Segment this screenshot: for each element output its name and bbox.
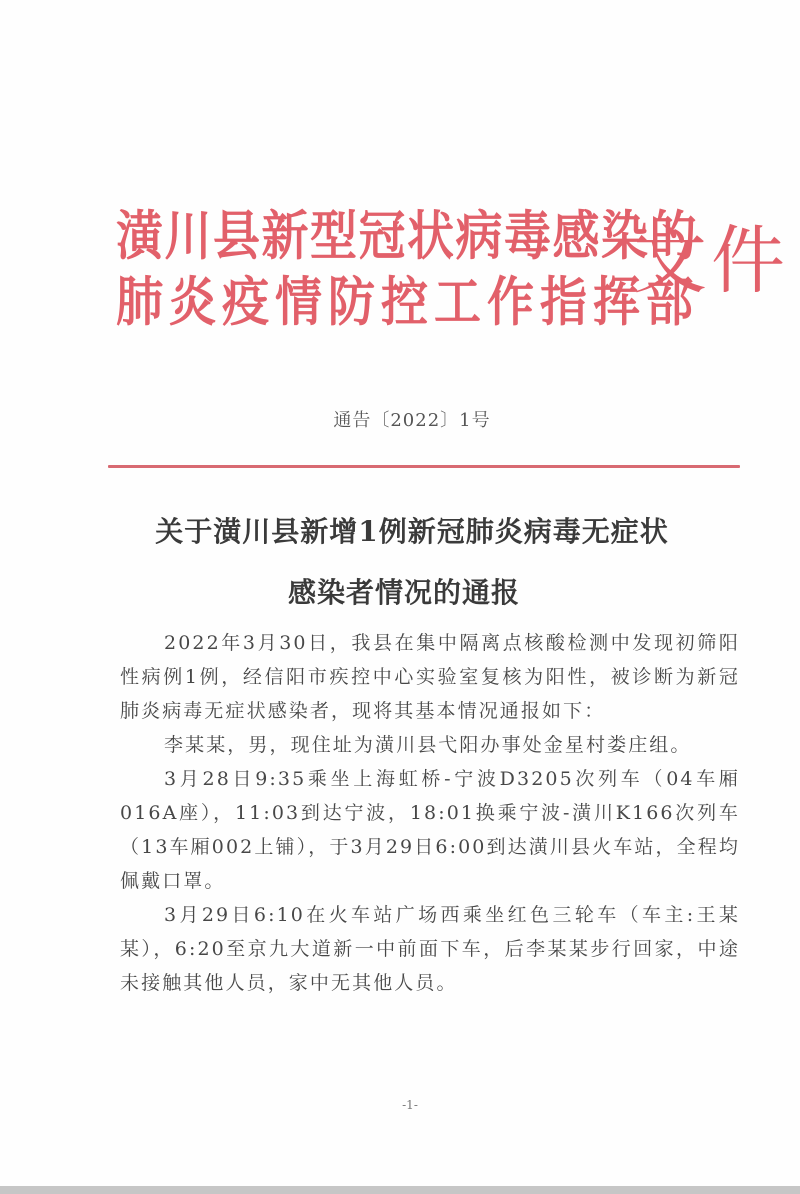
paragraph-travel: 3月28日9:35乘坐上海虹桥-宁波D3205次列车（04车厢016A座），11:03到达宁波，18:01换乘宁波-潢川K166次列车（13车厢002上铺），于3月29日6:00到达潢川县火车站，全程均佩戴口罩。 xyxy=(120,768,740,892)
page-number: -1- xyxy=(402,1098,418,1112)
document-number: 通告〔2022〕1号 xyxy=(333,410,491,431)
document-type-label: 文件 xyxy=(633,218,789,304)
bottom-edge xyxy=(0,1186,800,1194)
red-letterhead xyxy=(116,200,789,350)
paragraph-discovery: 2022年3月30日，我县在集中隔离点核酸检测中发现初筛阳性病例1例，经信阳市疾控中心实验室复核为阳性，被诊断为新冠肺炎病毒无症状感染者，现将其基本情况通报如下： xyxy=(120,632,740,722)
paragraph-identity: 李某某，男，现住址为潢川县弋阳办事处金星村娄庄组。 xyxy=(164,734,692,756)
notice-body xyxy=(120,626,740,1000)
issuing-organization xyxy=(116,200,699,332)
notice-title-line-1: 关于潢川县新增1例新冠肺炎病毒无症状 xyxy=(155,515,669,548)
notice-title-line-2: 感染者情况的通报 xyxy=(287,576,520,609)
organization-line-1: 潢川县新型冠状病毒感染的 xyxy=(116,205,698,268)
organization-line-2: 肺炎疫情防控工作指挥部 xyxy=(116,271,699,334)
red-divider-line xyxy=(108,465,740,468)
paragraph-arrival: 3月29日6:10在火车站广场西乘坐红色三轮车（车主:王某某），6:20至京九大道新一中前面下车，后李某某步行回家，中途未接触其他人员，家中无其他人员。 xyxy=(120,904,740,994)
